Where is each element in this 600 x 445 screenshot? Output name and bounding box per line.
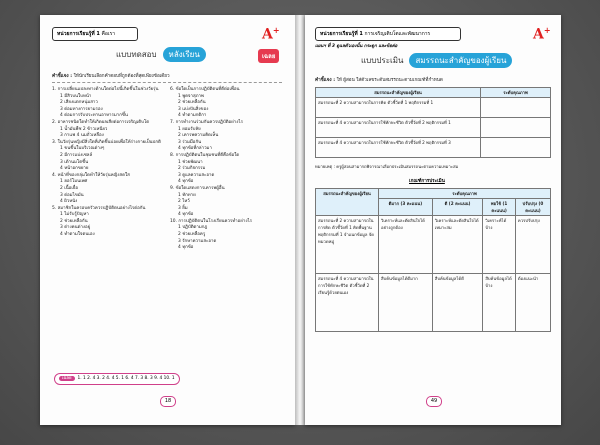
- question: 8. การปฏิบัติตนในชุมชนที่ดีคือข้อใด: [170, 152, 240, 158]
- question: 10. การปฏิบัติตนในโรงเรียนควรทำอย่างไร: [170, 218, 253, 224]
- criteria-competency-cell: สมรรถนะที่ 4 ความสามารถในการใช้ทักษะชีวิต ตัวชี้วัดที่ 2 เรียนรู้ด้วยตนเอง: [316, 274, 379, 332]
- right-page: [305, 15, 561, 425]
- question-option: 1 ขนขึ้นในบริเวณต่างๆ: [60, 146, 105, 152]
- answers-text: 1. 1 2. 4 3. 2 4. 4 5. 1 6. 4 7. 3 8. 3 9. 4 10. 1: [77, 376, 175, 381]
- score-cell: [481, 138, 551, 158]
- question-option: 4 ทำตามใจตนเอง: [60, 232, 95, 238]
- competency-cell: สมรรถนะที่ 4 ความสามารถในการใช้ทักษะชีวิต ตัวชี้วัดที่ 2 พฤติกรรมที่ 3: [316, 138, 481, 158]
- question: 6. ข้อใดเป็นการปฏิบัติตนที่ดีต่อเพื่อน: [170, 87, 240, 92]
- left-banner-b: หลังเรียน: [163, 47, 206, 62]
- table-row: [316, 138, 551, 158]
- question-option: 1 ยอมรับฟัง: [178, 126, 201, 132]
- question-option: 2 ช่วยเหลือกัน: [60, 218, 88, 224]
- question: 2. อาหารชนิดใดทำให้เกิดผลเสียต่อการเจริญเติบโต: [52, 119, 150, 125]
- table-row: [316, 118, 551, 138]
- question-option: 3 ร่วมมือกัน: [178, 139, 202, 145]
- criteria-level-cell: วิเคราะห์และตัดสินใจได้อย่างถูกต้อง: [379, 216, 433, 274]
- right-instruction: [315, 77, 551, 84]
- right-banner-a: แบบประเมิน: [361, 56, 404, 65]
- level-header: ดีมาก (3 คะแนน): [379, 199, 433, 216]
- criteria-level-cell: วิเคราะห์และตัดสินใจได้เหมาะสม: [432, 216, 483, 274]
- question-option: 4 ทุกข้อที่กล่าวมา: [178, 146, 212, 152]
- answers-bar: [54, 373, 180, 385]
- table-row: [316, 274, 551, 332]
- question-option: 3 รักษาความสะอาด: [178, 238, 217, 244]
- t2-col0: สมรรถนะสำคัญของผู้เรียน: [316, 189, 379, 216]
- table-row: [316, 98, 551, 118]
- question-option: 2 มีการแบ่งเซลล์: [60, 152, 93, 158]
- right-instruction-text: ให้ ผู้สอน ใส่ตัวเลขระดับสมรรถนะตามเกณฑ์ที่กำหนด: [336, 78, 443, 83]
- left-instruction-text: ให้นักเรียนเลือกคำตอบที่ถูกต้องที่สุดเพียงข้อเดียว: [73, 74, 170, 79]
- t1-header-1: ระดับคุณภาพ: [481, 88, 551, 98]
- criteria-competency-cell: สมรรถนะที่ 2 ความสามารถในการคิด ตัวชี้วัดที่ 1 คิดพื้นฐาน พฤติกรรมที่ 1 จำแนกข้อมูล จัดหมวดหมู่: [316, 216, 379, 274]
- question-option: 4 ทุกข้อ: [178, 212, 194, 218]
- question-option: 3 เต้านมโตขึ้น: [60, 159, 89, 165]
- right-unit-label: หน่วยการเรียนรู้ที่ 1: [320, 31, 363, 37]
- question-option: 1 ฮอร์โมนเพศ: [60, 179, 88, 185]
- score-cell: [481, 98, 551, 118]
- questions-col-2: [170, 87, 285, 252]
- right-unit-box: [315, 27, 461, 41]
- question-option: 2 ไหว้: [178, 199, 190, 205]
- competency-table: [315, 87, 551, 158]
- question-option: 4 หน้าอกขยาย: [60, 166, 89, 172]
- score-cell: [481, 118, 551, 138]
- book-spine: [295, 15, 305, 425]
- level-header: พอใช้ (1 คะแนน): [483, 199, 516, 216]
- t2-group-header: ระดับคุณภาพ: [379, 189, 551, 199]
- brand-logo-icon: A+: [262, 25, 280, 43]
- criteria-table: [315, 188, 551, 332]
- question-option: 3 ต่างคนต่างอยู่: [60, 225, 91, 231]
- right-banner: [355, 53, 512, 68]
- question-option: 1 ทักทาย: [178, 192, 196, 198]
- question-option: 4 ต่อมการรับประทานอาหารมากขึ้น: [60, 113, 128, 119]
- question-option: 1 มีสิวบนใบหน้า: [60, 93, 92, 99]
- answer-tag: เฉลย: [258, 49, 279, 63]
- question: 9. ข้อใดแสดงการเคารพผู้อื่น: [170, 185, 225, 191]
- question: 1. การเปลี่ยนแปลงทางด้านใดต่อไปนี้เกิดขึ้นในช่วงวัยรุ่น: [52, 87, 159, 92]
- left-page-number: 18: [160, 396, 176, 407]
- question-option: 2 เคารพความคิดเห็น: [178, 133, 219, 139]
- question-option: 1 ช่วยพัฒนา: [178, 159, 203, 165]
- right-note: หมายเหตุ : ครูผู้สอนสามารถพิจารณาเลือกประเมินสมรรถนะตามความเหมาะสม: [315, 164, 459, 169]
- questions-col-1: [52, 87, 164, 239]
- question-option: 3 ดูแลความสะอาด: [178, 172, 215, 178]
- question-option: 3 ต่อมทางการยามรอง: [60, 106, 103, 112]
- right-instruction-label: คำชี้แจง :: [315, 78, 336, 83]
- criteria-level-cell: ควรปรับปรุง: [515, 216, 550, 274]
- left-page: [40, 15, 295, 425]
- question-option: 1 ปฏิบัติตามกฎ: [178, 225, 208, 231]
- level-header: ปรับปรุง (0 คะแนน): [515, 199, 550, 216]
- question-option: 4 ทุกข้อ: [178, 245, 194, 251]
- right-subtitle: แผนฯ ที่ 3 ดูแลตัวเองนั้น กระดูก และข้อต่อ: [315, 44, 398, 49]
- t1-header-0: สมรรถนะสำคัญของผู้เรียน: [316, 88, 481, 98]
- right-page-number: 49: [426, 396, 442, 407]
- question-option: 4 ทุกข้อ: [178, 179, 194, 185]
- left-unit-label: หน่วยการเรียนรู้ที่ 1: [57, 31, 100, 37]
- question-option: 2 เสียงแตกหนุ่มสาว: [60, 100, 98, 106]
- question-option: 3 ยิ้ม: [178, 205, 188, 211]
- left-unit-box: [52, 27, 138, 41]
- question-option: 1 ไม่รับรู้ปัญหา: [60, 212, 89, 218]
- left-unit-value: คือเรา: [101, 31, 116, 37]
- answers-label: เฉลย: [59, 376, 75, 381]
- right-unit-value: การเจริญเติบโตและพัฒนาการ: [364, 31, 431, 37]
- criteria-level-cell: ต้องแนะนำ: [515, 274, 550, 332]
- question-option: 3 กาแฟ 4 นมถั่วเหลือง: [60, 133, 104, 139]
- left-instruction-label: คำชี้แจง :: [52, 74, 73, 79]
- question: 3. ในวัยรุ่นหญิงมีสิ่งใดที่เกิดขึ้นบ่อยเพื่อให้ร่างกายเป็นปกติ: [52, 139, 161, 145]
- criteria-level-cell: สืบค้นข้อมูลได้ดี: [432, 274, 483, 332]
- competency-cell: สมรรถนะที่ 4 ความสามารถในการใช้ทักษะชีวิต ตัวชี้วัดที่ 2 พฤติกรรมที่ 1: [316, 118, 481, 138]
- criteria-title: เกณฑ์การประเมิน: [409, 179, 445, 184]
- question-option: 4 ผิวหนัง: [60, 199, 78, 205]
- question-option: 1 น้ำมันพืช 2 ข้าวเหนียว: [60, 126, 108, 132]
- right-banner-b: สมรรถนะสำคัญของผู้เรียน: [409, 53, 512, 68]
- question-option: 2 ร่วมกิจกรรม: [178, 166, 206, 172]
- left-instruction: [52, 73, 282, 83]
- question: 4. หน้าที่ของกลุ่มใดทำให้วัยรุ่นหญิงสดใส: [52, 172, 130, 178]
- criteria-level-cell: สืบค้นข้อมูลได้บ้าง: [483, 274, 516, 332]
- level-header: ดี (2 คะแนน): [432, 199, 483, 216]
- left-banner: [110, 47, 206, 62]
- criteria-level-cell: สืบค้นข้อมูลได้ดีมาก: [379, 274, 433, 332]
- question: 7. การทำงานร่วมกันควรปฏิบัติอย่างไร: [170, 119, 243, 125]
- question-option: 3 แบ่งปันสิ่งของ: [178, 106, 209, 112]
- competency-cell: สมรรถนะที่ 2 ความสามารถในการคิด ตัวชี้วัดที่ 1 พฤติกรรมที่ 1: [316, 98, 481, 118]
- question-option: 2 ช่วยเหลือกัน: [178, 100, 206, 106]
- brand-logo-icon-right: A+: [533, 25, 551, 43]
- question-option: 4 ทำตามกติกา: [178, 113, 207, 119]
- question: 5. สมาชิกในครอบครัวควรปฏิบัติตนอย่างไรต่อกัน: [52, 205, 146, 211]
- question-option: 2 ช่วยเหลือครู: [178, 232, 206, 238]
- left-banner-a: แบบทดสอบ: [116, 50, 157, 59]
- table-row: [316, 216, 551, 274]
- question-option: 1 พูดจาสุภาพ: [178, 93, 204, 99]
- criteria-level-cell: วิเคราะห์ได้บ้าง: [483, 216, 516, 274]
- question-option: 3 ต่อมไขมัน: [60, 192, 84, 198]
- question-option: 2 เนื้อเยื่อ: [60, 185, 79, 191]
